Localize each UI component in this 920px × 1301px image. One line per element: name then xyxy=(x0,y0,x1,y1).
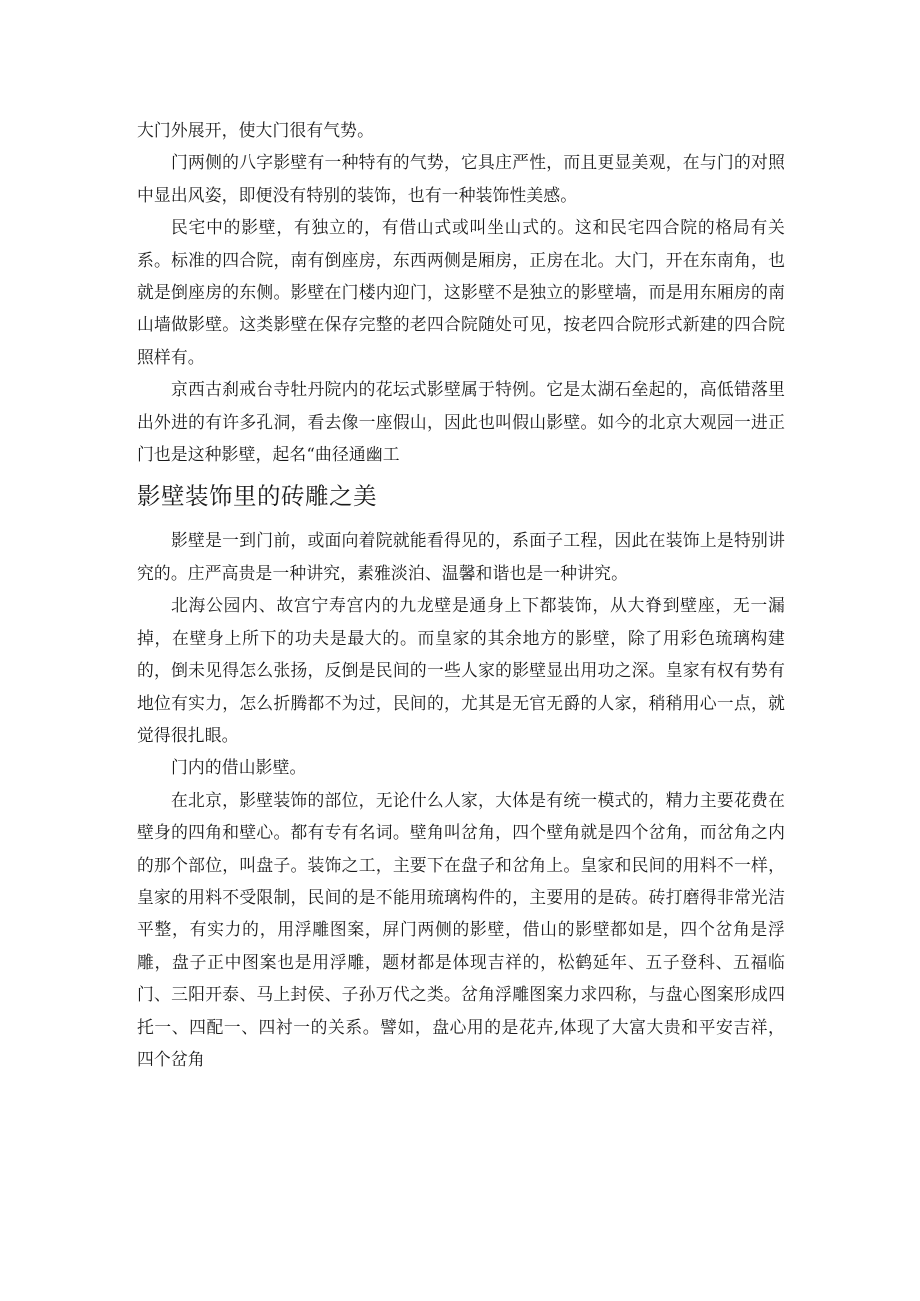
section-heading: 影壁装饰里的砖雕之美 xyxy=(137,482,377,511)
paragraph-zhuangshi-buwei: 在北京，影壁装饰的部位，无论什么人家，大体是有统一模式的，精力主要花费在壁身的四角和壁心。都有专有名词。壁角叫岔角，四个壁角就是四个岔角，而岔角之内的那个部位，叫盘子。装饰之工，主要下在盘子和岔角上。皇家和民间的用料不一样，皇家的用料不受限制，民间的是不能用琉璃构件的，主要用的是砖。砖打磨得非常光洁平整，有实力的，用浮雕图案，屏门两侧的影壁，借山的影壁都如是，四个岔角是浮雕，盘子正中图案也是用浮雕，题材都是体现吉祥的，松鹤延年、五子登科、五福临门、三阳开泰、马上封侯、子孙万代之类。岔角浮雕图案力求四称，与盘心图案形成四托一、四配一、四衬一的关系。譬如，盘心用的是花卉,体现了大富大贵和平安吉祥，四个岔角 xyxy=(137,789,785,1069)
document-page xyxy=(137,114,785,1075)
paragraph-jietaisi-yingbi: 京西古刹戒台寺牡丹院内的花坛式影壁属于特例。它是太湖石垒起的，高低错落里出外进的有许多孔洞，看去像一座假山，因此也叫假山影壁。如今的北京大观园一进正门也是这种影壁，起名“曲径通幽工 xyxy=(137,379,785,465)
paragraph-jiulongbi: 北海公园内、故宫宁寿宫内的九龙壁是通身上下都装饰，从大脊到壁座，无一漏掉，在壁身上所下的功夫是最大的。而皇家的其余地方的影壁，除了用彩色琉璃构建的，倒未见得怎么张扬，反倒是民间的一些人家的影壁显出用功之深。皇家有权有势有地位有实力，怎么折腾都不为过，民间的，尤其是无官无爵的人家，稍稍用心一点，就觉得很扎眼。 xyxy=(137,595,785,745)
paragraph-bazi-yingbi: 门两侧的八字影壁有一种特有的气势，它具庄严性，而且更显美观，在与门的对照中显出风姿，即便没有特别的装饰，也有一种装饰性美感。 xyxy=(137,152,785,205)
paragraph-jieshan-yingbi: 门内的借山影壁。 xyxy=(171,757,307,778)
paragraph-minzhai-yingbi: 民宅中的影壁，有独立的，有借山式或叫坐山式的。这和民宅四合院的格局有关系。标准的四合院，南有倒座房，东西两侧是厢房，正房在北。大门，开在东南角，也就是倒座房的东侧。影壁在门楼内迎门，这影壁不是独立的影壁墙，而是用东厢房的南山墙做影壁。这类影壁在保存完整的老四合院随处可见，按老四合院形式新建的四合院照样有。 xyxy=(137,217,785,367)
paragraph-continuation: 大门外展开，使大门很有气势。 xyxy=(137,120,375,140)
paragraph-mianzi-gongcheng: 影壁是一到门前，或面向着院就能看得见的，系面子工程，因此在装饰上是特别讲究的。庄严高贵是一种讲究，素雅淡泊、温馨和谐也是一种讲究。 xyxy=(137,530,785,583)
